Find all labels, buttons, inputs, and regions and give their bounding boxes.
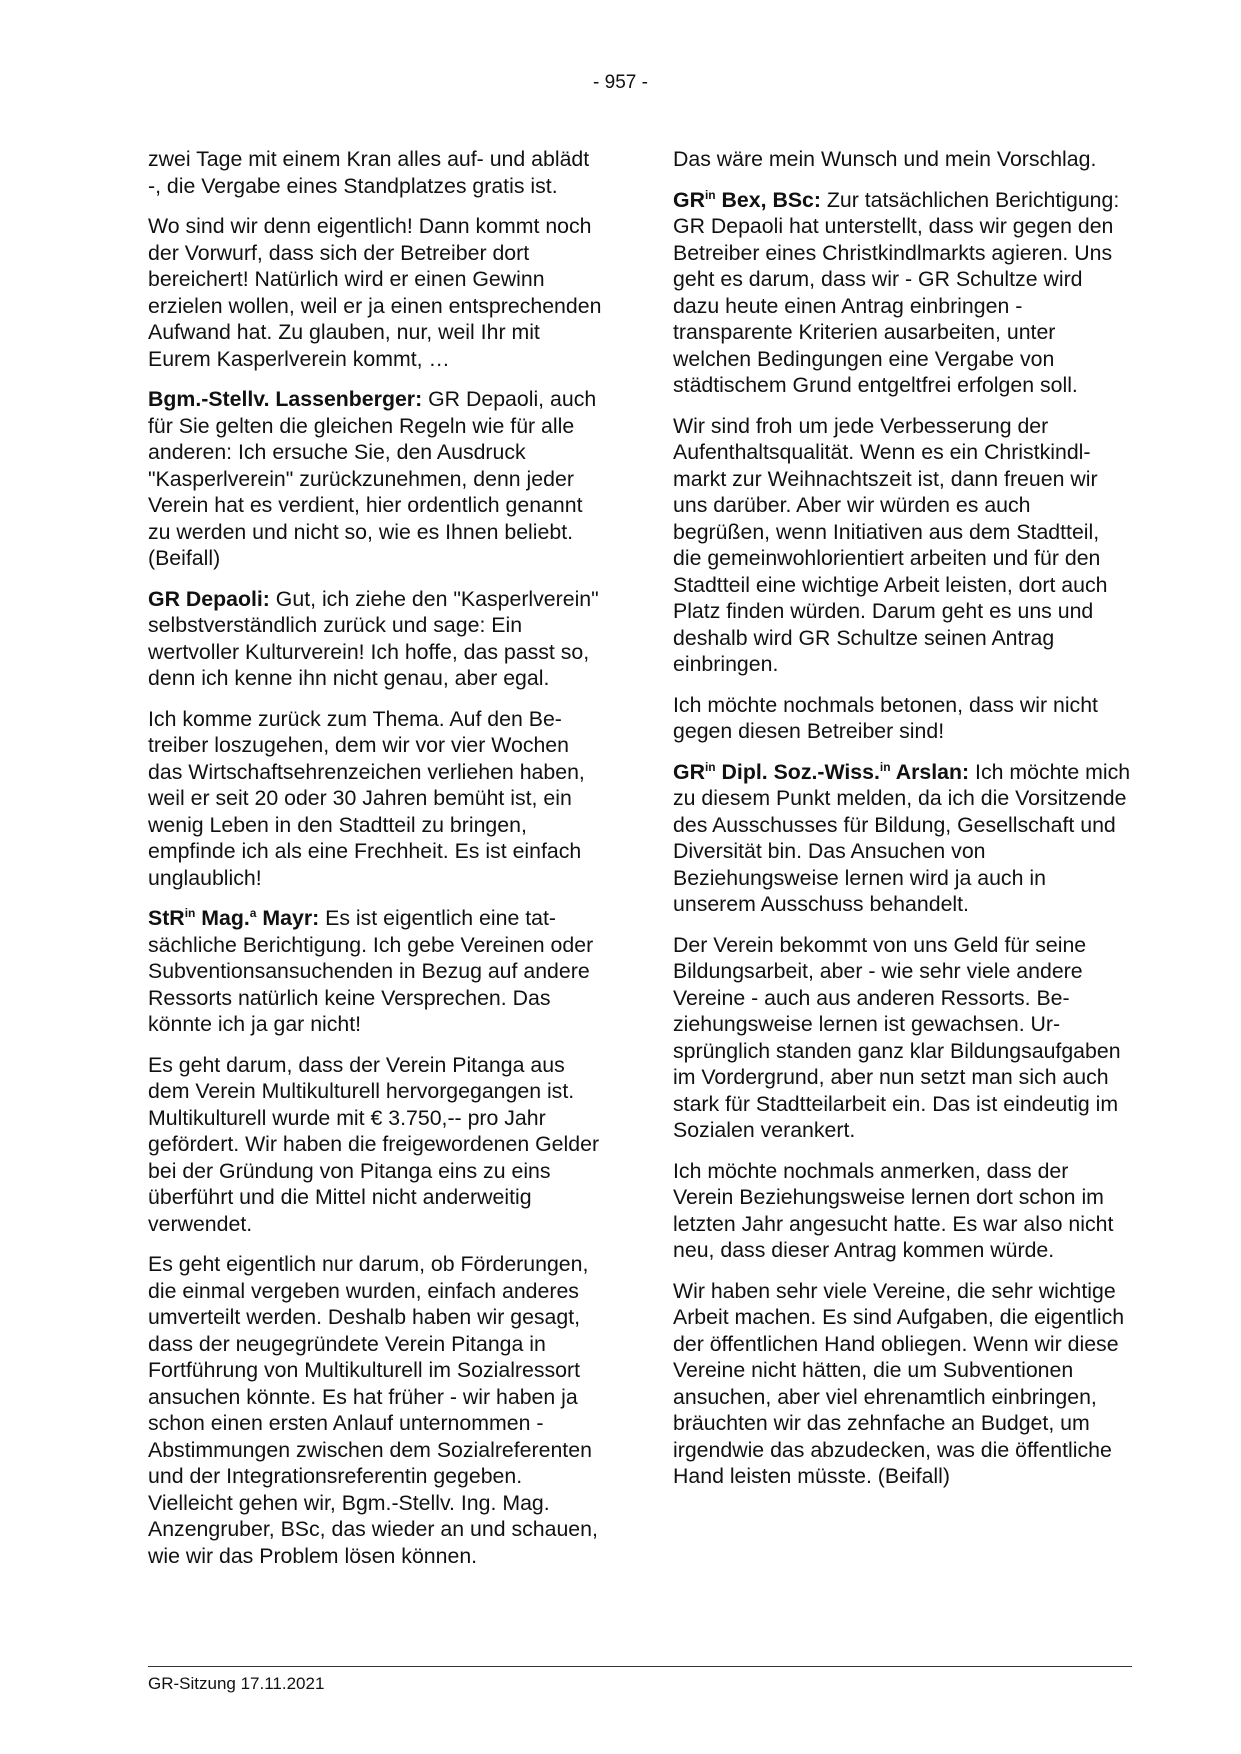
paragraph: [673, 759, 1131, 918]
speaker-name-part: GR: [673, 759, 705, 784]
paragraph: [673, 692, 1131, 745]
speaker-name-part: Mag.: [195, 906, 250, 930]
paragraph: [148, 386, 606, 572]
paragraph: [148, 146, 606, 199]
speaker-name: [148, 906, 319, 930]
paragraph-text: Wo sind wir denn eigentlich! Dann kommt noch der Vorwurf, dass sich der Betreiber dort bereichert! Natürlich wird er einen Gewinn erzielen wollen, weil er ja einen entsprechenden Aufwand hat. Zu glauben, nur, weil Ihr mit Eurem Kasperlverein kommt, …: [148, 214, 602, 371]
left-column: [148, 146, 606, 1583]
speaker-name: [673, 760, 969, 784]
speaker-name: Bgm.-Stellv. Lassenberger:: [148, 387, 423, 411]
paragraph: [148, 706, 606, 892]
speaker-name: [673, 188, 821, 212]
paragraph-text: Ich möchte mich zu diesem Punkt melden, da ich die Vorsitzende des Ausschusses für Bildung, Gesellschaft und Diversität bin. Das Ansuchen von Beziehungsweise lernen wird ja auch in unserem Ausschuss behandelt.: [673, 759, 1131, 916]
paragraph: [673, 1158, 1131, 1264]
paragraph-text: Das wäre mein Wunsch und mein Vorschlag.: [673, 147, 1097, 171]
paragraph: [673, 187, 1131, 399]
footer-divider: [148, 1666, 1132, 1667]
paragraph-text: Es geht eigentlich nur darum, ob Förderungen, die einmal vergeben wurden, einfach anderes umverteilt werden. Deshalb haben wir gesagt, dass der neugegründete Verein Pitanga in Fortführung von Multikulturell im Sozialressort ansuchen könnte. Es hat früher - wir haben ja schon einen ersten Anlauf unternommen - Abstimmungen zwischen dem Sozialreferenten und der Integrationsreferentin gegeben. Vielleicht gehen wir, Bgm.-Stellv. Ing. Mag. Anzengruber, BSc, das wieder an und schauen, wie wir das Problem lösen können.: [148, 1252, 598, 1568]
paragraph: [148, 1251, 606, 1569]
speaker-name-part: Arslan:: [890, 759, 970, 784]
paragraph-text: Ich komme zurück zum Thema. Auf den Betreiber loszugehen, dem wir vor vier Wochen das Wirtschaftsehrenzeichen verliehen haben, weil er seit 20 oder 30 Jahren bemüht ist, ein wenig Leben in den Stadtteil zu bringen, empfinde ich als eine Frechheit. Es ist einfach unglaublich!: [148, 706, 585, 890]
speaker-superscript: in: [184, 905, 196, 920]
paragraph-text: Wir sind froh um jede Verbesserung der Aufenthaltsqualität. Wenn es ein Christkindlmarkt zur Weihnachtszeit ist, dann freuen wir uns darüber. Aber wir würden es auch begrüßen, wenn Initiativen aus dem Stadtteil, die gemeinwohlorientiert arbeiten und für den Stadtteil eine wichtige Arbeit leisten, dort auch Platz finden würden. Darum geht es uns und deshalb wird GR Schultze seinen Antrag einbringen.: [673, 413, 1108, 676]
speaker-name-part: GR: [673, 187, 705, 212]
speaker-superscript: in: [879, 759, 891, 774]
speaker-name-part: Dipl. Soz.-Wiss.: [715, 759, 880, 784]
paragraph-text: Ich möchte nochmals betonen, dass wir nicht gegen diesen Betreiber sind!: [673, 692, 1098, 743]
paragraph: [673, 932, 1131, 1144]
speaker-superscript: in: [704, 187, 716, 202]
paragraph-text: Ich möchte nochmals anmerken, dass der Verein Beziehungsweise lernen dort schon im letzten Jahr angesucht hatte. Es war also nicht neu, dass dieser Antrag kommen würde.: [673, 1158, 1114, 1262]
speaker-name-part: Mayr:: [256, 906, 320, 930]
speaker-superscript: in: [704, 759, 716, 774]
paragraph-text: Zur tatsächlichen Berichtigung: GR Depaoli hat unterstellt, dass wir gegen den Betreiber eines Christkindlmarkts agieren. Uns geht es darum, dass wir - GR Schultze wird dazu heute einen Antrag einbringen - transparente Kriterien ausarbeiten, unter welchen Bedingungen eine Vergabe von städtischem Grund entgeltfrei erfolgen soll.: [673, 187, 1120, 397]
paragraph-text: GR Depaoli, auch für Sie gelten die gleichen Regeln wie für alle anderen: Ich ersuche Sie, den Ausdruck "Kasperlverein" zurückzunehmen, denn jeder Verein hat es verdient, hier ordentlich genannt zu werden und nicht so, wie es Ihnen beliebt. (Beifall): [148, 387, 597, 570]
paragraph: [148, 586, 606, 692]
paragraph-text: Es geht darum, dass der Verein Pitanga aus dem Verein Multikulturell hervorgegangen ist. Multikulturell wurde mit € 3.750,-- pro Jahr gefördert. Wir haben die freigewordenen Gelder bei der Gründung von Pitanga eins zu eins überführt und die Mittel nicht anderweitig verwendet.: [148, 1052, 600, 1236]
paragraph-text: Es ist eigentlich eine tatsächliche Berichtigung. Ich gebe Vereinen oder Subventionsansuchenden in Bezug auf andere Ressorts natürlich keine Versprechen. Das könnte ich ja gar nicht!: [148, 906, 594, 1036]
speaker-name-part: Bex, BSc:: [715, 187, 821, 212]
footer-session-date: GR-Sitzung 17.11.2021: [148, 1674, 325, 1693]
paragraph: [673, 146, 1131, 173]
speaker-superscript: a: [249, 905, 257, 920]
speaker-name: GR Depaoli:: [148, 586, 270, 611]
paragraph-text: Gut, ich ziehe den "Kasperlverein" selbstverständlich zurück und sage: Ein wertvoller Kulturverein! Ich hoffe, das passt so, denn ich kenne ihn nicht genau, aber egal.: [148, 586, 599, 690]
right-column: [673, 146, 1131, 1504]
paragraph-text: Der Verein bekommt von uns Geld für seine Bildungsarbeit, aber - wie sehr viele andere Vereine - auch aus anderen Ressorts. Beziehungsweise lernen ist gewachsen. Ursprünglich standen ganz klar Bildungsaufgaben im Vordergrund, aber nun setzt man sich auch stark für Stadtteilarbeit ein. Das ist eindeutig im Sozialen verankert.: [673, 932, 1121, 1142]
speaker-name-part: StR: [148, 906, 185, 930]
paragraph: [673, 1278, 1131, 1490]
paragraph: [148, 905, 606, 1038]
page-number: - 957 -: [593, 72, 648, 93]
paragraph-text: Wir haben sehr viele Vereine, die sehr wichtige Arbeit machen. Es sind Aufgaben, die eigentlich der öffentlichen Hand obliegen. Wenn wir diese Vereine nicht hätten, die um Subventionen ansuchen, aber viel ehrenamtlich einbringen, bräuchten wir das zehnfache an Budget, um irgendwie das abzudecken, was die öffentliche Hand leisten müsste. (Beifall): [673, 1278, 1125, 1488]
paragraph-text: zwei Tage mit einem Kran alles auf- und ablädt -, die Vergabe eines Standplatzes gratis ist.: [148, 147, 590, 198]
paragraph: [673, 413, 1131, 678]
paragraph: [148, 213, 606, 372]
paragraph: [148, 1052, 606, 1238]
